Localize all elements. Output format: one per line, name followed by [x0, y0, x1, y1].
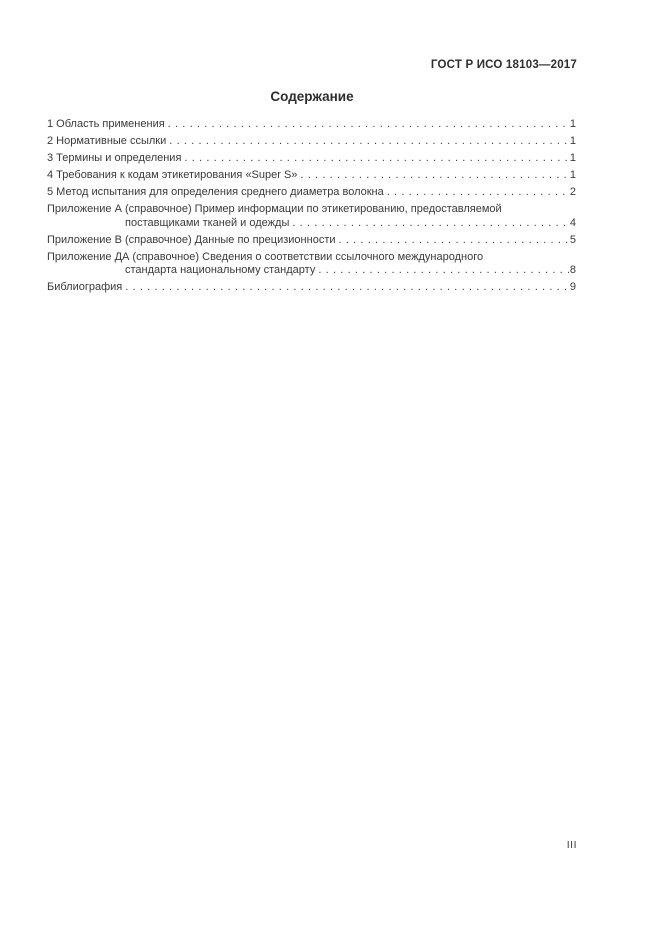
toc-entry-text: Приложение А (справочное) Пример информации по этикетированию, предоставляемой: [47, 203, 502, 215]
toc-line: [47, 264, 576, 278]
page-number: III: [566, 839, 577, 851]
toc-line: [47, 186, 576, 200]
dot-leader: [292, 217, 569, 231]
dot-leader: [184, 152, 568, 166]
toc-line: [47, 234, 576, 248]
toc-entry: [47, 203, 576, 230]
toc-page-number: 9: [569, 281, 576, 293]
toc-entry: [47, 118, 576, 132]
toc-entry: [47, 169, 576, 183]
toc-page-number: 1: [569, 118, 576, 130]
toc-entry-text: 4 Требования к кодам этикетирования «Super S»: [47, 169, 298, 181]
toc-line: [47, 169, 576, 183]
toc-page-number: 5: [569, 233, 576, 246]
toc-line: [47, 152, 576, 166]
toc-line: [47, 251, 576, 265]
toc-entry-text: 1 Область применения: [47, 118, 165, 130]
document-code: ГОСТ Р ИСО 18103—2017: [430, 59, 577, 71]
dot-leader: [125, 281, 569, 295]
toc-page-number: 1: [569, 135, 576, 147]
toc-entry: [47, 152, 576, 166]
dot-leader: [300, 169, 568, 183]
toc-entry-text: Приложение ДА (справочное) Сведения о соответствии ссылочного международного: [47, 250, 484, 263]
page-title: Содержание: [270, 89, 354, 104]
toc-line: [47, 217, 576, 231]
toc-page-number: 2: [569, 186, 576, 198]
dot-leader: [169, 135, 569, 149]
toc-entry-text: Библиография: [47, 281, 123, 293]
toc-page-number: 8: [569, 264, 576, 276]
toc-page-number: 1: [569, 169, 576, 181]
dot-leader: [168, 118, 569, 132]
toc-entry-text: стандарта национальному стандарту: [125, 264, 316, 276]
dot-leader: [387, 186, 569, 200]
toc-line: [47, 203, 576, 217]
toc-entry-text: 5 Метод испытания для определения среднего диаметра волокна: [47, 186, 384, 198]
toc-entry-text: поставщиками тканей и одежды: [125, 216, 290, 229]
table-of-contents: [47, 118, 576, 298]
toc-line: [47, 118, 576, 132]
toc-entry: [47, 234, 576, 248]
dot-leader: [318, 264, 569, 278]
toc-entry: [47, 135, 576, 149]
toc-page-number: 4: [569, 216, 576, 229]
toc-line: [47, 135, 576, 149]
toc-entry: [47, 186, 576, 200]
toc-entry-text: 2 Нормативные ссылки: [47, 135, 167, 147]
toc-line: [47, 281, 576, 295]
toc-page-number: 1: [569, 152, 576, 164]
toc-entry: [47, 251, 576, 278]
toc-entry-text: 3 Термины и определения: [47, 152, 182, 164]
dot-leader: [339, 234, 569, 248]
toc-entry: [47, 281, 576, 295]
toc-entry-text: Приложение В (справочное) Данные по прецизионности: [47, 233, 336, 246]
